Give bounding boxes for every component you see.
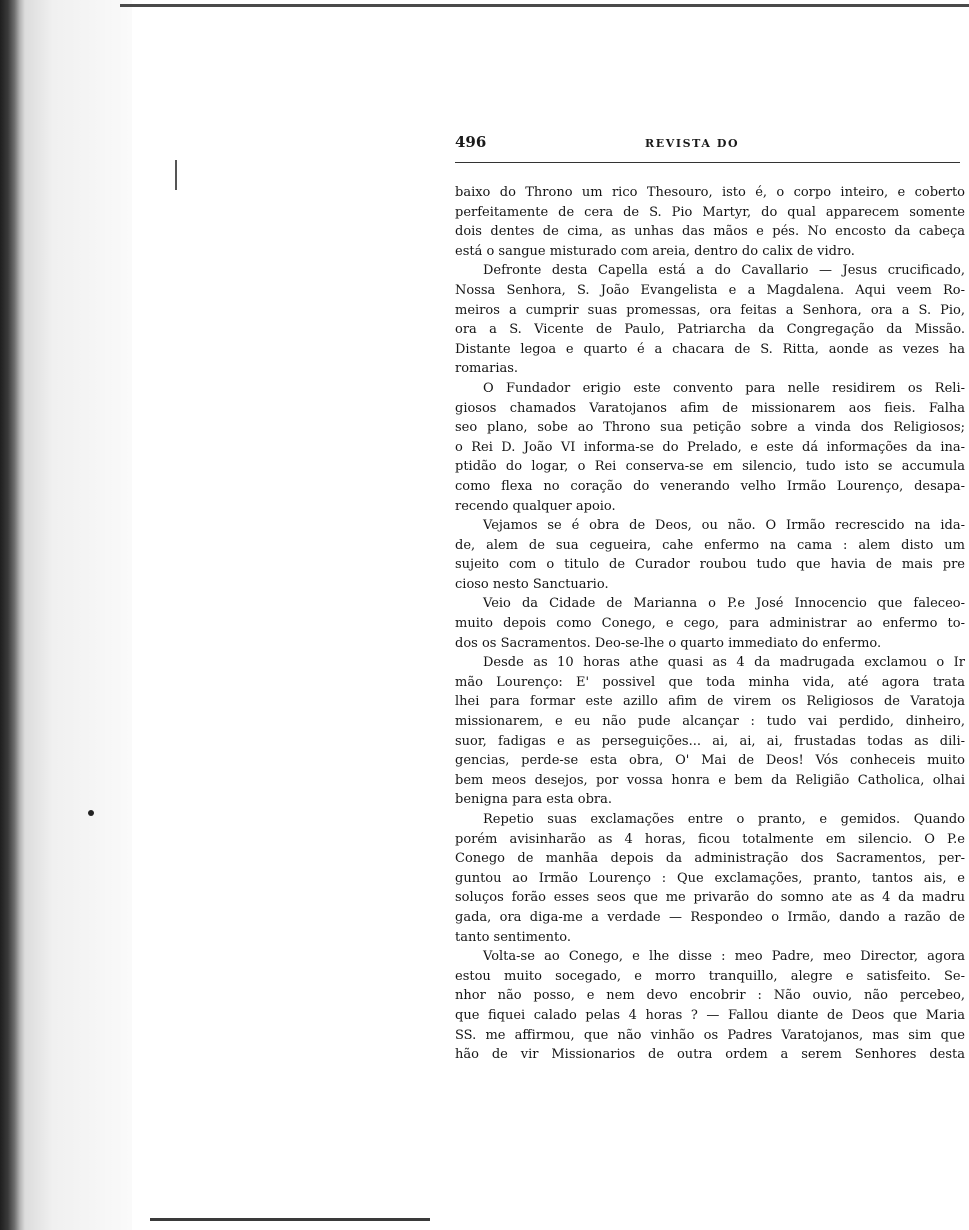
- binding-mark: [175, 160, 177, 190]
- page-top-edge: [120, 4, 969, 7]
- text-line: como flexa no coração do venerando velho Irmão Lourenço, desapa-: [455, 478, 965, 494]
- text-line: porém avisinharão as 4 horas, ficou totalmente em silencio. O P.e: [455, 831, 965, 847]
- text-line: ptidão do logar, o Rei conserva-se em silencio, tudo isto se accumula: [455, 459, 965, 475]
- paragraph-first-line: Volta-se ao Conego, e lhe disse : meo Padre, meo Director, agora: [483, 949, 965, 965]
- text-line: guntou ao Irmão Lourenço : Que exclamações, pranto, tantos ais, e: [455, 870, 965, 886]
- body-text: [455, 183, 965, 1065]
- text-line: soluços forão esses seos que me privarão do somno ate as 4 da madru: [455, 890, 965, 906]
- text-line: lhei para formar este azillo afim de virem os Religiosos de Varatoja: [455, 694, 965, 710]
- text-line: dos os Sacramentos. Deo-se-lhe o quarto immediato do enfermo.: [455, 635, 882, 651]
- book-binding-gutter: [0, 0, 132, 1230]
- running-title: REVISTA DO: [645, 137, 740, 150]
- text-line: cioso nesto Sanctuario.: [455, 576, 609, 592]
- text-line: estou muito socegado, e morro tranquillo, alegre e satisfeito. Se-: [455, 968, 965, 984]
- paragraph-first-line: Defronte desta Capella está a do Cavallario — Jesus crucificado,: [483, 263, 965, 279]
- text-line: Conego de manhãa depois da administração dos Sacramentos, per-: [455, 851, 965, 867]
- page-header: [455, 133, 960, 157]
- paragraph-first-line: Repetio suas exclamações entre o pranto, e gemidos. Quando: [483, 812, 965, 827]
- binding-mark: [88, 810, 94, 816]
- text-line: nhor não posso, e nem devo encobrir : Não ouvio, não percebeo,: [455, 988, 965, 1004]
- text-line: dois dentes de cima, as unhas das mãos e pés. No encosto da cabeça: [455, 224, 965, 240]
- text-line: que fiquei calado pelas 4 horas ? — Fallou diante de Deos que Maria: [455, 1007, 965, 1023]
- text-line: suor, fadigas e as perseguições... ai, ai, ai, frustadas todas as dili-: [455, 733, 965, 749]
- paragraph-first-line: O Fundador erigio este convento para nelle residirem os Reli-: [483, 380, 965, 396]
- text-line: meiros a cumprir suas promessas, ora feitas a Senhora, ora a S. Pio,: [455, 302, 965, 318]
- paragraph-first-line: Desde as 10 horas athe quasi as 4 da madrugada exclamou o Ir: [483, 655, 965, 671]
- text-line: benigna para esta obra.: [455, 792, 613, 808]
- text-line: tanto sentimento.: [455, 929, 571, 945]
- text-line: gencias, perde-se esta obra, O' Mai de Deos! Vós conheceis muito: [455, 753, 965, 769]
- text-line: está o sangue misturado com areia, dentro do calix de vidro.: [455, 243, 855, 259]
- paragraph-first-line: Veio da Cidade de Marianna o P.e José Innocencio que faleceo-: [483, 596, 965, 612]
- text-line: Distante legoa e quarto é a chacara de S. Ritta, aonde as vezes ha: [455, 341, 965, 357]
- header-rule: [455, 162, 960, 163]
- text-line: bem meos desejos, por vossa honra e bem da Religião Catholica, olhai: [455, 772, 965, 788]
- page-number: 496: [455, 133, 487, 151]
- text-line: ora a S. Vicente de Paulo, Patriarcha da Congregação da Missão.: [455, 322, 965, 338]
- paragraph-first-line: Vejamos se é obra de Deos, ou não. O Irmão recrescido na ida-: [483, 518, 965, 534]
- text-line: muito depois como Conego, e cego, para administrar ao enfermo to-: [455, 616, 965, 632]
- text-line: SS. me affirmou, que não vinhão os Padres Varatojanos, mas sim que: [455, 1027, 965, 1043]
- text-line: giosos chamados Varatojanos afim de missionarem aos fieis. Falha: [455, 400, 965, 416]
- text-line: recendo qualquer apoio.: [455, 498, 616, 514]
- text-line: o Rei D. João VI informa-se do Prelado, e este dá informações da ina-: [455, 439, 965, 455]
- text-line: de, alem de sua cegueira, cahe enfermo na cama : alem disto um: [455, 537, 965, 553]
- text-line: hão de vir Missionarios de outra ordem a serem Senhores desta: [455, 1047, 965, 1063]
- text-line: baixo do Throno um rico Thesouro, isto é, o corpo inteiro, e coberto: [455, 185, 965, 200]
- text-line: sujeito com o titulo de Curador roubou tudo que havia de mais pre: [455, 557, 965, 573]
- text-line: missionarem, e eu não pude alcançar : tudo vai perdido, dinheiro,: [455, 714, 965, 730]
- page-bottom-edge: [150, 1218, 430, 1221]
- text-line: romarias.: [455, 361, 519, 377]
- text-line: seo plano, sobe ao Throno sua petição sobre a vinda dos Religiosos;: [455, 420, 965, 436]
- text-line: Nossa Senhora, S. João Evangelista e a Magdalena. Aqui veem Ro-: [455, 282, 965, 298]
- text-line: mão Lourenço: E' possivel que toda minha vida, até agora trata: [455, 674, 965, 690]
- text-line: gada, ora diga-me a verdade — Respondeo o Irmão, dando a razão de: [455, 909, 965, 925]
- text-line: perfeitamente de cera de S. Pio Martyr, do qual apparecem somente: [455, 204, 965, 220]
